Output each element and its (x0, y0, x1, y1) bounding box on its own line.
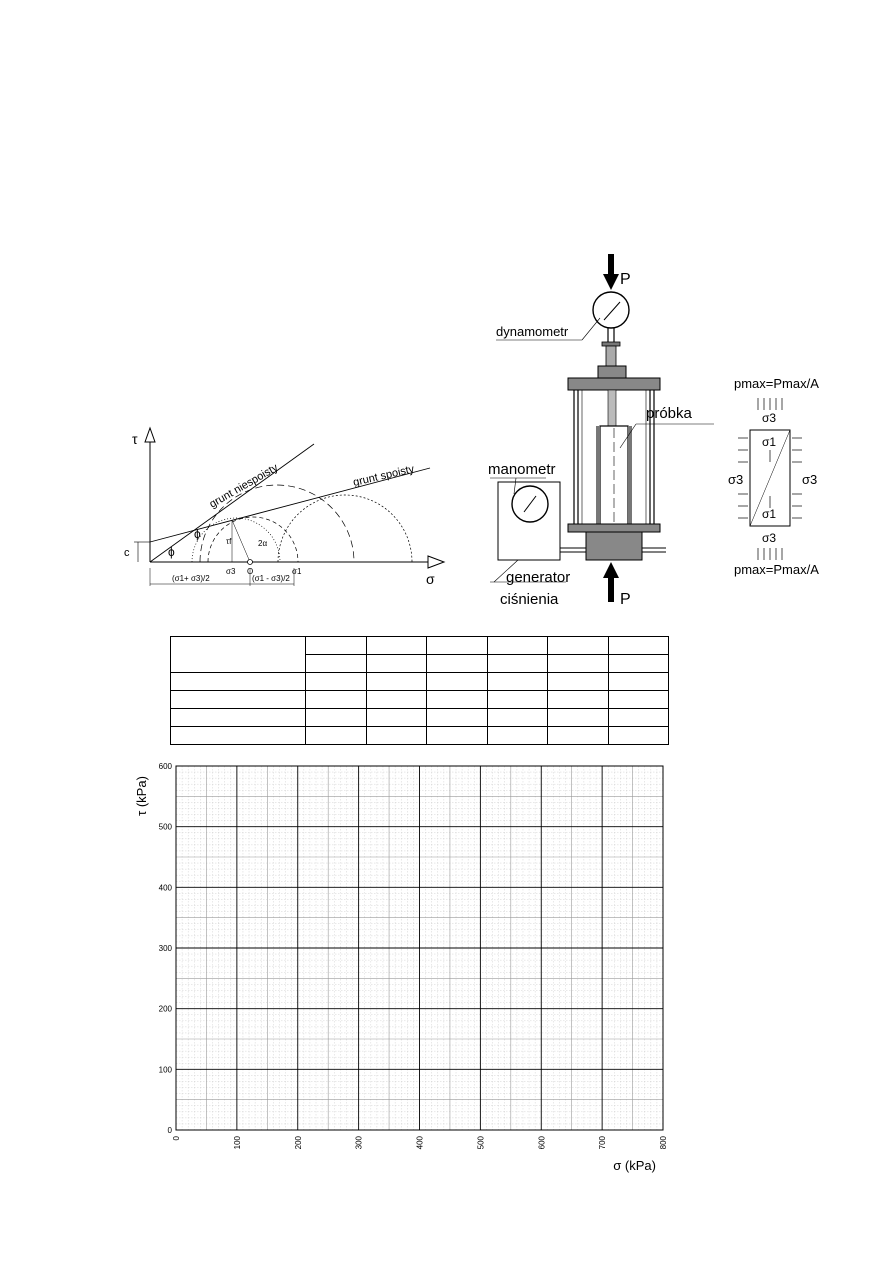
element-sigma3-top: σ3 (762, 411, 777, 425)
y-tick-label: 300 (158, 944, 172, 953)
table-cell (548, 655, 609, 673)
y-tick-label: 100 (158, 1065, 172, 1075)
table-cell (548, 727, 609, 745)
element-sigma1-bottom: σ1 (762, 507, 777, 521)
table-cell (608, 691, 669, 709)
sigma-axis-label: σ (426, 571, 435, 587)
y-tick-label: 400 (158, 883, 172, 893)
y-tick-label: 200 (158, 1004, 172, 1014)
table-cell (306, 709, 367, 727)
table-cell (306, 637, 367, 655)
generator-label: generator (506, 569, 571, 586)
stress-element-diagram (728, 372, 832, 582)
load-label-bottom: P (620, 591, 631, 608)
table-cell (487, 709, 548, 727)
table-cell (487, 691, 548, 709)
phi-label-2: ϕ (194, 527, 201, 541)
tau-f-label: τf (226, 537, 232, 546)
table-cell (427, 727, 488, 745)
table-cell (548, 691, 609, 709)
cohesion-label: c (124, 547, 130, 559)
x-tick-label: 500 (476, 1136, 486, 1150)
y-tick-label: 600 (158, 762, 172, 771)
tau-axis-label: τ (132, 431, 138, 447)
dynamometer-label: dynamometr (496, 324, 569, 339)
two-alpha-label: 2α (258, 539, 268, 548)
x-tick-label: 200 (293, 1136, 303, 1150)
center-label: O (247, 567, 254, 576)
dim-mean-label: (σ1+ σ3)/2 (172, 574, 210, 583)
x-tick-label: 600 (537, 1136, 547, 1150)
table-cell (487, 655, 548, 673)
x-tick-label: 300 (354, 1136, 364, 1150)
table-cell (171, 727, 306, 745)
x-tick-label: 100 (232, 1136, 242, 1150)
x-tick-label: 400 (415, 1136, 425, 1150)
table-cell (171, 673, 306, 691)
table-cell (608, 637, 669, 655)
table-cell (427, 709, 488, 727)
load-label-top: P (620, 271, 631, 288)
table-cell (608, 709, 669, 727)
table-cell (548, 673, 609, 691)
manometer-label: manometr (488, 461, 556, 478)
table-cell (171, 691, 306, 709)
table-row (171, 727, 669, 745)
table-cell (427, 655, 488, 673)
x-tick-label: 800 (659, 1136, 668, 1150)
table-cell (366, 673, 427, 691)
table-cell (548, 637, 609, 655)
table-cell (366, 691, 427, 709)
mohr-circle-diagram (118, 420, 458, 590)
line-cohesive-label: grunt spoisty (351, 463, 416, 489)
y-axis-label: τ (kPa) (134, 776, 149, 816)
pmax-formula-bottom: pmax=Pmax/A (734, 562, 819, 577)
triaxial-apparatus-diagram (486, 252, 726, 612)
table-cell (366, 655, 427, 673)
table-cell (487, 673, 548, 691)
table-cell (171, 637, 306, 673)
sigma1-label: σ1 (292, 567, 302, 576)
table-cell (366, 727, 427, 745)
sigma3-label: σ3 (226, 567, 236, 576)
table-cell (306, 673, 367, 691)
generator-label-2: ciśnienia (500, 591, 559, 608)
results-table (170, 636, 669, 745)
table-cell (608, 655, 669, 673)
element-sigma3-right: σ3 (802, 472, 818, 487)
table-cell (548, 709, 609, 727)
x-tick-label: 0 (172, 1136, 181, 1141)
sample-label: próbka (646, 405, 692, 422)
x-axis-label: σ (kPa) (613, 1158, 656, 1173)
sigma-tau-chart (120, 752, 680, 1182)
table-cell (366, 709, 427, 727)
table-header-row (171, 637, 669, 655)
table-cell (487, 637, 548, 655)
dim-radius-label: (σ1 - σ3)/2 (252, 574, 290, 583)
element-sigma3-left: σ3 (728, 472, 744, 487)
table-cell (171, 709, 306, 727)
table-cell (608, 727, 669, 745)
phi-label-1: ϕ (168, 545, 175, 559)
y-tick-label: 500 (158, 822, 172, 832)
x-tick-label: 700 (598, 1136, 608, 1150)
table-cell (487, 727, 548, 745)
table-cell (427, 673, 488, 691)
table-row (171, 673, 669, 691)
table-cell (427, 691, 488, 709)
table-cell (306, 727, 367, 745)
line-noncohesive-label: grunt niespoisty (207, 461, 281, 511)
pmax-formula-top: pmax=Pmax/A (734, 376, 819, 391)
element-sigma3-bottom: σ3 (762, 531, 777, 545)
table-cell (306, 691, 367, 709)
table-row (171, 709, 669, 727)
table-cell (306, 655, 367, 673)
table-cell (608, 673, 669, 691)
table-cell (427, 637, 488, 655)
table-cell (366, 637, 427, 655)
element-sigma1-top: σ1 (762, 435, 777, 449)
table-row (171, 691, 669, 709)
y-tick-label: 0 (167, 1126, 172, 1135)
